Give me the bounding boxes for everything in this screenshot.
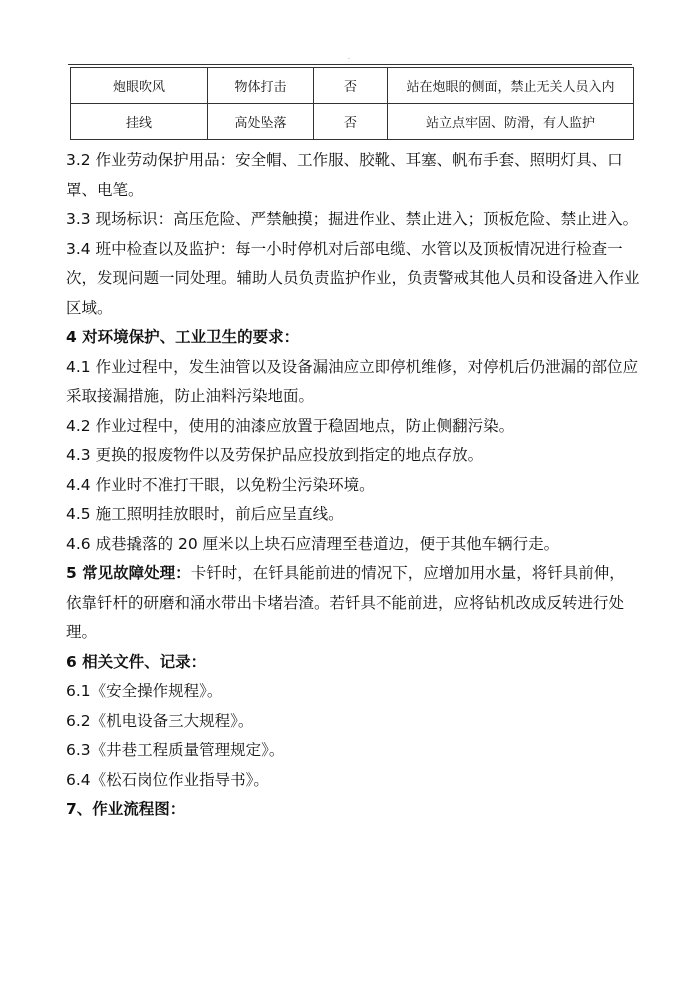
table-row xyxy=(71,104,634,140)
table-cell: 站立点牢固、防滑，有人监护 xyxy=(388,104,634,140)
section-3-3: 3.3 现场标识：高压危险、严禁触摸；掘进作业、禁止进入；顶板危险、禁止进入。 xyxy=(66,210,639,228)
section-6-4: 6.4《松石岗位作业指导书》。 xyxy=(66,770,269,789)
header-rule xyxy=(68,64,632,65)
heading-5: 5 常见故障处理： xyxy=(66,564,191,582)
section-4-6: 4.6 成巷撬落的 20 厘米以上块石应清理至巷道边，便于其他车辆行走。 xyxy=(66,534,560,553)
section-5-text: 卡钎时，在钎具能前进的情况下，应增加用水量，将钎具前伸，依靠钎杆的研磨和涌水带出卡堵岩渣。若钎具不能前进，应将钻机改成反转进行处理。 xyxy=(66,564,625,641)
table-cell: 站在炮眼的侧面，禁止无关人员入内 xyxy=(388,68,634,104)
section-6-1: 6.1《安全操作规程》。 xyxy=(66,682,223,700)
section-6-3: 6.3《井巷工程质量管理规定》。 xyxy=(66,741,285,759)
section-4-2: 4.2 作业过程中，使用的油漆应放置于稳固地点，防止侧翻污染。 xyxy=(66,416,515,435)
section-4-5: 4.5 施工照明挂放眼时，前后应呈直线。 xyxy=(66,505,344,523)
table-cell: 物体打击 xyxy=(208,68,314,104)
table-row xyxy=(71,68,634,104)
section-4-1: 4.1 作业过程中，发生油管以及设备漏油应立即停机维修，对停机后仍泄漏的部位应采取接漏措施，防止油料污染地面。 xyxy=(66,357,639,405)
section-3-4: 3.4 班中检查以及监护：每一小时停机对后部电缆、水管以及顶板情况进行检查一次，发现问题一同处理。辅助人员负责监护作业，负责警戒其他人员和设备进入作业区域。 xyxy=(66,239,640,317)
heading-4: 4 对环境保护、工业卫生的要求： xyxy=(66,328,300,346)
heading-7: 7、作业流程图： xyxy=(66,800,186,818)
heading-6: 6 相关文件、记录： xyxy=(66,652,207,671)
section-6-2: 6.2《机电设备三大规程》。 xyxy=(66,711,254,730)
table-cell: 挂线 xyxy=(71,104,208,140)
header-mark: . xyxy=(348,54,350,61)
table-cell: 否 xyxy=(314,104,388,140)
table-cell: 否 xyxy=(314,68,388,104)
section-5 xyxy=(66,559,640,648)
section-4-3: 4.3 更换的报废物件以及劳保护品应投放到指定的地点存放。 xyxy=(66,446,484,464)
document-body xyxy=(66,146,640,825)
section-3-2: 3.2 作业劳动保护用品：安全帽、工作服、胶靴、耳塞、帆布手套、照明灯具、口罩、电笔。 xyxy=(66,151,623,199)
risk-table xyxy=(70,67,634,140)
table-cell: 炮眼吹风 xyxy=(71,68,208,104)
section-4-4: 4.4 作业时不准打干眼，以免粉尘污染环境。 xyxy=(66,475,375,494)
table-cell: 高处坠落 xyxy=(208,104,314,140)
